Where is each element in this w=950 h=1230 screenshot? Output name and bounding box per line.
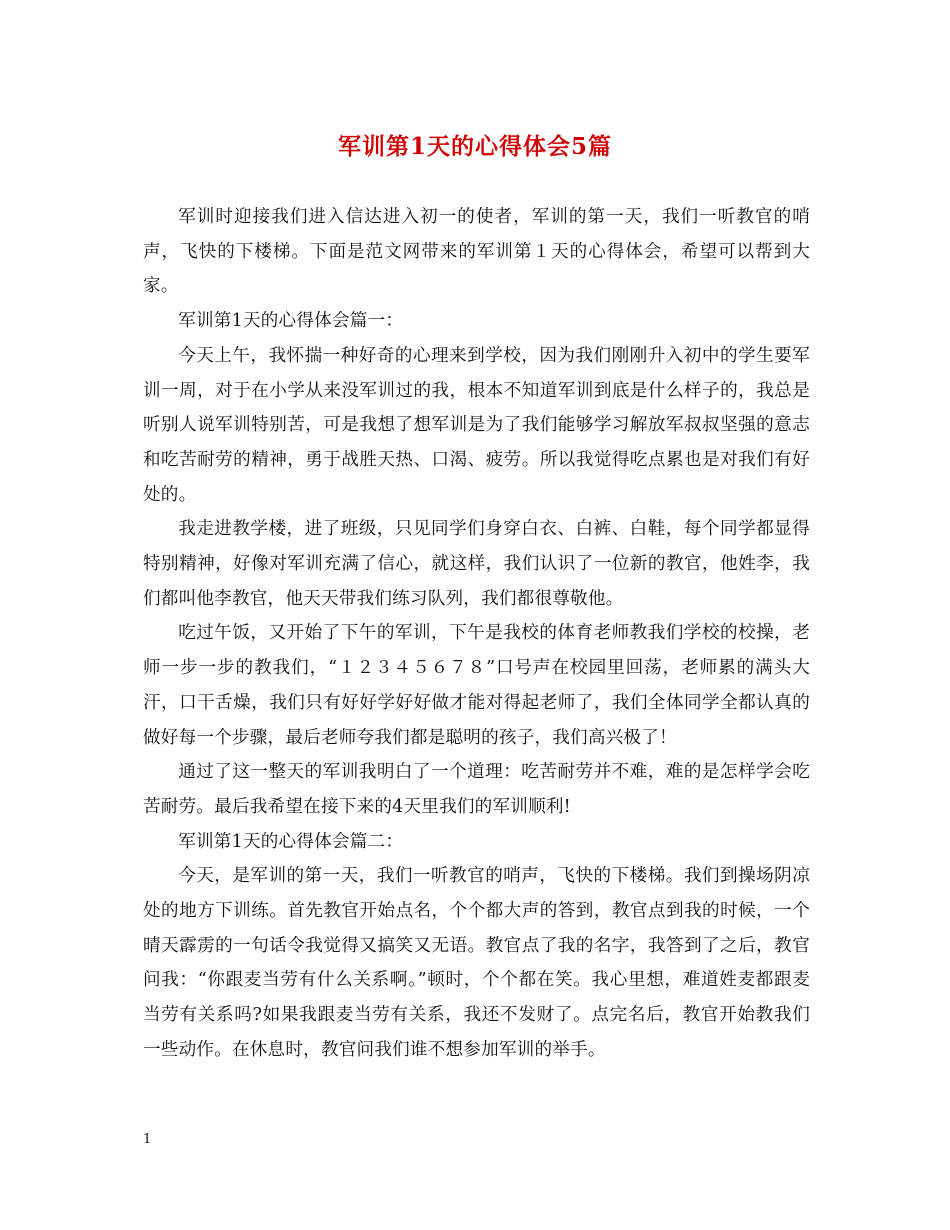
section-heading-1: 军训第1天的心得体会篇一：	[178, 311, 404, 332]
intro-paragraph: 军训时迎接我们进入信达进入初一的使者，军训的第一天，我们一听教官的哨声，飞快的下楼梯。下面是范文网带来的军训第１天的心得体会，希望可以帮到大家。	[143, 207, 810, 297]
body-paragraph: 吃过午饭，又开始了下午的军训，下午是我校的体育老师教我们学校的校操，老师一步一步的教我们，“１２３４５６７８”口号声在校园里回荡，老师累的满头大汗，口干舌燥，我们只有好好学好好做才能对得起老师了，我们全体同学全都认真的做好每一个步骤，最后老师夸我们都是聪明的孩子，我们高兴极了！	[143, 623, 810, 748]
body-paragraph: 我走进教学楼，进了班级，只见同学们身穿白衣、白裤、白鞋，每个同学都显得特别精神，好像对军训充满了信心，就这样，我们认识了一位新的教官，他姓李，我们都叫他李教官，他天天带我们练习队列，我们都很尊敬他。	[143, 519, 810, 609]
document-title: 军训第1天的心得体会5篇	[337, 133, 612, 160]
body-paragraph: 今天，是军训的第一天，我们一听教官的哨声，飞快的下楼梯。我们到操场阴凉处的地方下训练。首先教官开始点名，个个都大声的答到，教官点到我的时候，一个晴天霹雳的一句话令我觉得又搞笑又无语。教官点了我的名字，我答到了之后，教官问我：“你跟麦当劳有什么关系啊。”顿时，个个都在笑。我心里想，难道姓麦都跟麦当劳有关系吗?如果我跟麦当劳有关系，我还不发财了。点完名后，教官开始教我们一些动作。在休息时，教官问我们谁不想参加军训的举手。	[143, 866, 810, 1060]
body-paragraph: 通过了这一整天的军训我明白了一个道理：吃苦耐劳并不难，难的是怎样学会吃苦耐劳。最后我希望在接下来的4天里我们的军训顺利!	[143, 762, 810, 817]
body-paragraph: 今天上午，我怀揣一种好奇的心理来到学校，因为我们刚刚升入初中的学生要军训一周，对于在小学从来没军训过的我，根本不知道军训到底是什么样子的，我总是听别人说军训特别苦，可是我想了想军训是为了我们能够学习解放军叔叔坚强的意志和吃苦耐劳的精神，勇于战胜天热、口渴、疲劳。所以我觉得吃点累也是对我们有好处的。	[143, 345, 810, 505]
document-body	[143, 200, 810, 1068]
page-number: 1	[143, 1132, 152, 1147]
section-heading-2: 军训第1天的心得体会篇二：	[178, 831, 404, 852]
